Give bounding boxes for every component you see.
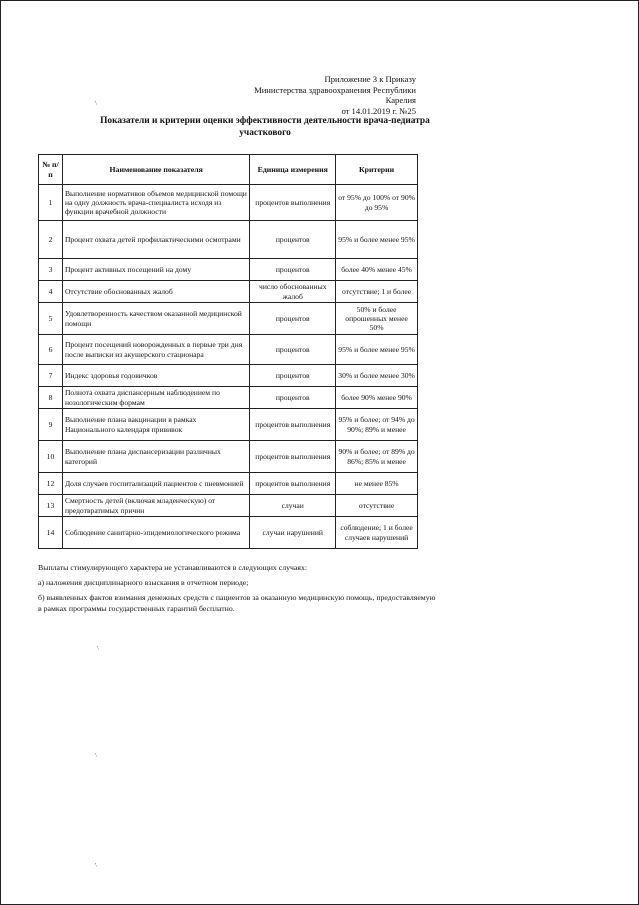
- row-num: 9: [39, 409, 63, 441]
- row-unit: процентов: [250, 365, 336, 387]
- header-unit: Единица измерения: [250, 155, 336, 185]
- row-name: Полнота охвата диспансерным наблюдением по нозологическим формам: [62, 387, 249, 409]
- row-name: Выполнение плана вакцинации в рамках Национального календаря прививок: [62, 409, 249, 441]
- row-criteria: отсутствие; 1 и более: [336, 281, 418, 303]
- row-name: Выполнение нормативов объемов медицинской помощи на одну должность врача-специалиста исходя из функции врачебной должности: [62, 185, 249, 221]
- table-row: [39, 517, 418, 549]
- row-criteria: не менее 85%: [336, 473, 418, 495]
- notes-section: [38, 562, 438, 618]
- scan-speck: '·: [92, 99, 99, 109]
- row-criteria: отсутствие: [336, 495, 418, 517]
- header-num: № п/п: [39, 155, 63, 185]
- document-title-line-1: Показатели и критерии оценки эффективности деятельности врача-педиатра: [100, 116, 430, 126]
- row-name: Процент активных посещений на дому: [62, 259, 249, 281]
- row-num: 1: [39, 185, 63, 221]
- row-unit: процентов выполнения: [250, 185, 336, 221]
- notes-item-b: б) выявленных фактов взимания денежных средств с пациентов за оказанную медицинскую помощь, предоставляемую в рамках программы государственных гарантий бесплатно.: [38, 593, 436, 613]
- appendix-header: [228, 74, 416, 116]
- row-num: 7: [39, 365, 63, 387]
- row-name: Индекс здоровья годовичков: [62, 365, 249, 387]
- scan-speck: '·: [92, 861, 99, 871]
- row-name: Процент посещений новорожденных в первые три дня после выписки из акушерского стационара: [62, 335, 249, 365]
- table-row: [39, 495, 418, 517]
- row-unit: процентов выполнения: [250, 441, 336, 473]
- table-row: [39, 387, 418, 409]
- table-row: [39, 281, 418, 303]
- document-title: [70, 116, 460, 139]
- row-unit: процентов: [250, 335, 336, 365]
- table-row: [39, 303, 418, 335]
- row-criteria: 95% и более менее 95%: [336, 221, 418, 259]
- notes-intro: Выплаты стимулирующего характера не устанавливаются в следующих случаях:: [38, 563, 308, 572]
- row-unit: процентов выполнения: [250, 473, 336, 495]
- row-unit: процентов: [250, 221, 336, 259]
- document-title-line-2: участкового: [239, 127, 291, 138]
- row-unit: процентов: [250, 387, 336, 409]
- row-criteria: соблюдение; 1 и более случаев нарушений: [336, 517, 418, 549]
- scan-speck: '·: [92, 751, 99, 761]
- table-row: [39, 259, 418, 281]
- appendix-line-3: от 14.01.2019 г. №25: [341, 105, 416, 116]
- row-num: 4: [39, 281, 63, 303]
- row-num: 6: [39, 335, 63, 365]
- row-name: Доля случаев госпитализаций пациентов с пневмонией: [62, 473, 249, 495]
- table-row: [39, 365, 418, 387]
- row-unit: процентов: [250, 259, 336, 281]
- row-unit: случаи нарушений: [250, 517, 336, 549]
- row-name: Отсутствие обоснованных жалоб: [62, 281, 249, 303]
- row-unit: процентов выполнения: [250, 409, 336, 441]
- row-num: 10: [39, 441, 63, 473]
- row-unit: процентов: [250, 303, 336, 335]
- row-unit: случаи: [250, 495, 336, 517]
- table-header-row: [39, 155, 418, 185]
- header-name: Наименование показателя: [62, 155, 249, 185]
- table-row: [39, 221, 418, 259]
- notes-item-a: а) наложения дисциплинарного взыскания в отчетном периоде;: [38, 578, 249, 587]
- row-num: 12: [39, 473, 63, 495]
- row-num: 8: [39, 387, 63, 409]
- row-criteria: 95% и более менее 95%: [336, 335, 418, 365]
- row-unit: число обоснованных жалоб: [250, 281, 336, 303]
- row-name: Процент охвата детей профилактическими осмотрами: [62, 221, 249, 259]
- row-num: 5: [39, 303, 63, 335]
- row-criteria: 50% и более опрошенных менее 50%: [336, 303, 418, 335]
- appendix-line-2: Министерства здравоохранения Республики Карелия: [254, 84, 416, 106]
- table-row: [39, 409, 418, 441]
- row-name: Соблюдение санитарно-эпидемиологического режима: [62, 517, 249, 549]
- table-row: [39, 441, 418, 473]
- scan-speck: '·: [94, 644, 101, 654]
- header-criteria: Критерии: [336, 155, 418, 185]
- row-criteria: 95% и более; от 94% до 90%; 89% и менее: [336, 409, 418, 441]
- table-row: [39, 335, 418, 365]
- row-num: 13: [39, 495, 63, 517]
- row-name: Смертность детей (включая младенческую) от предотвратимых причин: [62, 495, 249, 517]
- criteria-table: [38, 154, 418, 549]
- row-num: 2: [39, 221, 63, 259]
- row-num: 3: [39, 259, 63, 281]
- row-num: 14: [39, 517, 63, 549]
- row-name: Удовлетворенность качеством оказанной медицинской помощи: [62, 303, 249, 335]
- row-criteria: 90% и более; от 89% до 86%; 85% и менее: [336, 441, 418, 473]
- appendix-line-1: Приложение 3 к Приказу: [324, 74, 416, 84]
- row-criteria: более 40% менее 45%: [336, 259, 418, 281]
- table-row: [39, 185, 418, 221]
- table-row: [39, 473, 418, 495]
- row-name: Выполнение плана диспансеризации различных категорий: [62, 441, 249, 473]
- row-criteria: от 95% до 100% от 90% до 95%: [336, 185, 418, 221]
- row-criteria: более 90% менее 90%: [336, 387, 418, 409]
- row-criteria: 30% и более менее 30%: [336, 365, 418, 387]
